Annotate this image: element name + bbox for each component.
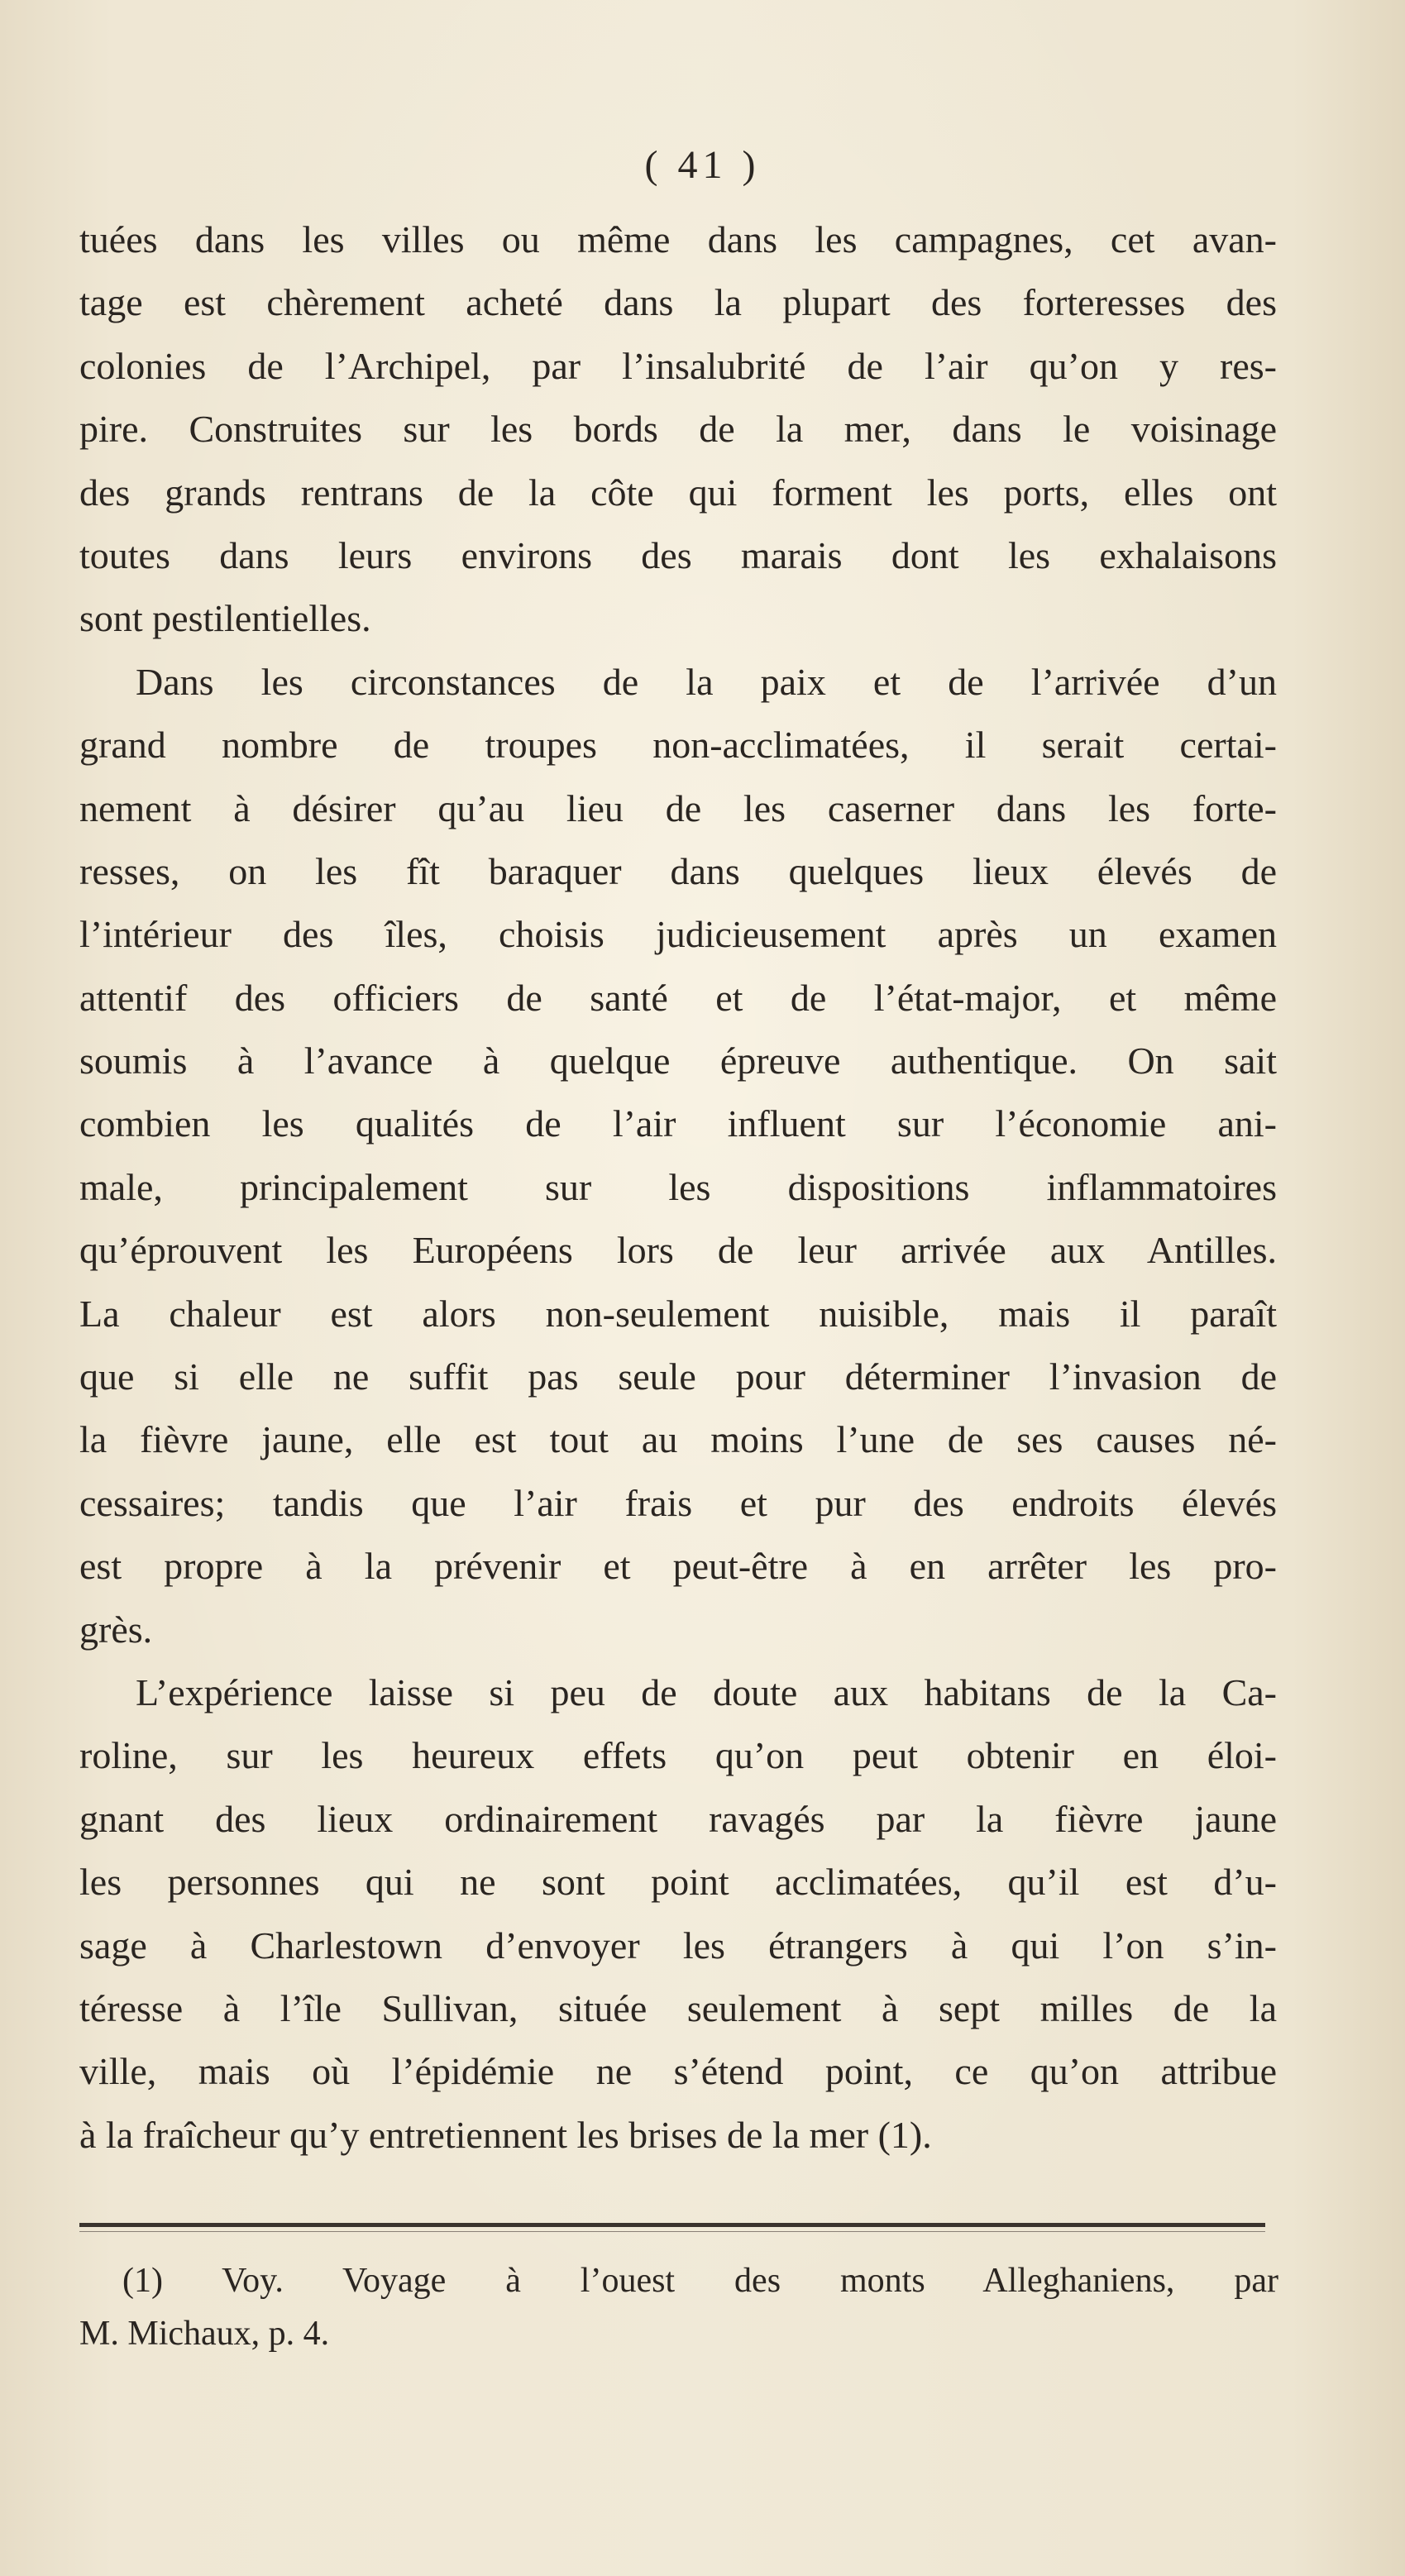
text-line: que si elle ne suffit pas seule pour déterminer l’invasion de xyxy=(79,1355,1277,1398)
text-line: tuées dans les villes ou même dans les campagnes, cet avan- xyxy=(79,218,1277,260)
text-line: nement à désirer qu’au lieu de les caserner dans les forte- xyxy=(79,786,1277,829)
text-line: grès. xyxy=(79,1608,153,1651)
text-line: resses, on les fît baraquer dans quelques lieux élevés de xyxy=(79,849,1277,892)
text-line: téresse à l’île Sullivan, située seulement à sept milles de la xyxy=(79,1986,1277,2029)
text-line: soumis à l’avance à quelque épreuve authentique. On sait xyxy=(79,1039,1277,1082)
text-line: à la fraîcheur qu’y entretiennent les brises de la mer (1). xyxy=(79,2113,932,2156)
text-line: l’intérieur des îles, choisis judicieusement après un examen xyxy=(79,913,1277,956)
text-line: Dans les circonstances de la paix et de l’arrivée d’un xyxy=(136,660,1277,703)
text-line: L’expérience laisse si peu de doute aux habitans de la Ca- xyxy=(136,1670,1277,1713)
footnote-line: (1) Voy. Voyage à l’ouest des monts Alleghaniens, par xyxy=(122,2262,1278,2300)
text-line: colonies de l’Archipel, par l’insalubrité de l’air qu’on y res- xyxy=(79,344,1277,387)
text-line: les personnes qui ne sont point acclimatées, qu’il est d’u- xyxy=(79,1861,1277,1904)
text-line: combien les qualités de l’air influent sur l’économie ani- xyxy=(79,1102,1277,1145)
text-line: attentif des officiers de santé et de l’état-major, et même xyxy=(79,976,1277,1019)
text-line: gnant des lieux ordinairement ravagés par la fièvre jaune xyxy=(79,1797,1277,1840)
text-line: la fièvre jaune, elle est tout au moins l’une de ses causes né- xyxy=(79,1418,1277,1461)
footnote-rule xyxy=(79,2223,1265,2227)
footnote-rule-shadow xyxy=(79,2231,1265,2232)
text-line: ville, mais où l’épidémie ne s’étend point, ce qu’on attribue xyxy=(79,2050,1277,2093)
text-line: sage à Charlestown d’envoyer les étrangers à qui l’on s’in- xyxy=(79,1924,1277,1967)
page-number: ( 41 ) xyxy=(644,143,761,187)
text-line: La chaleur est alors non-seulement nuisible, mais il paraît xyxy=(79,1292,1277,1335)
text-line: sont pestilentielles. xyxy=(79,597,371,640)
footnote-line: M. Michaux, p. 4. xyxy=(79,2315,330,2353)
text-line: toutes dans leurs environs des marais dont les exhalaisons xyxy=(79,533,1277,576)
text-line: cessaires; tandis que l’air frais et pur des endroits élevés xyxy=(79,1481,1277,1524)
text-line: qu’éprouvent les Européens lors de leur arrivée aux Antilles. xyxy=(79,1229,1277,1272)
text-line: roline, sur les heureux effets qu’on peut obtenir en éloi- xyxy=(79,1734,1277,1777)
text-line: tage est chèrement acheté dans la plupart des forteresses des xyxy=(79,281,1277,324)
text-line: est propre à la prévenir et peut-être à en arrêter les pro- xyxy=(79,1545,1277,1588)
text-line: male, principalement sur les dispositions inflammatoires xyxy=(79,1165,1277,1208)
text-line: pire. Construites sur les bords de la mer, dans le voisinage xyxy=(79,408,1277,451)
footnote xyxy=(79,2254,1278,2360)
text-line: grand nombre de troupes non-acclimatées, il serait certai- xyxy=(79,724,1277,767)
text-line: des grands rentrans de la côte qui forment les ports, elles ont xyxy=(79,471,1277,514)
main-text xyxy=(79,208,1277,2167)
